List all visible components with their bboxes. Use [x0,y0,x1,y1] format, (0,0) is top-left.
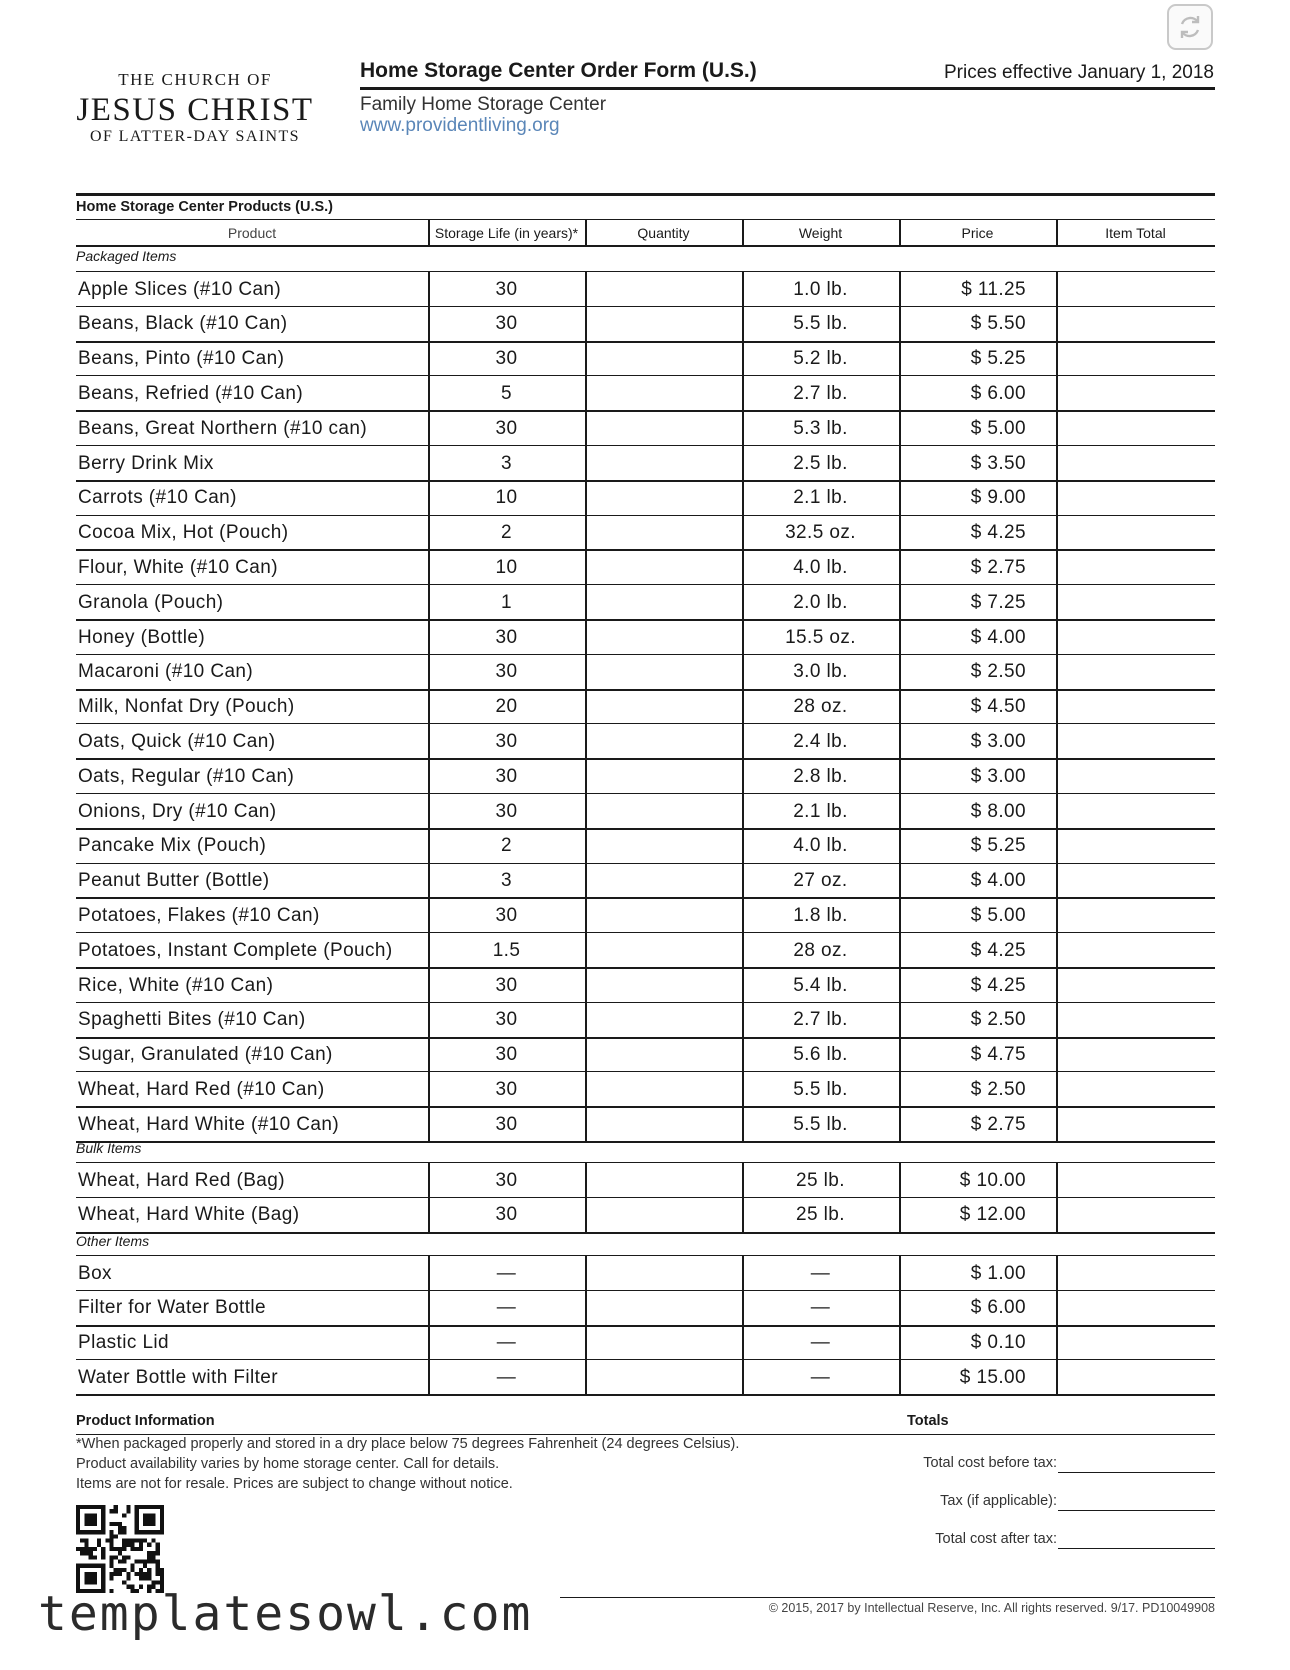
item-total-field[interactable] [1056,1326,1215,1361]
column-divider [899,220,901,245]
price: $ 6.00 [970,382,1026,404]
table-row [76,794,1215,829]
column-divider [585,271,587,1142]
total-after-tax-label: Total cost after tax: [935,1531,1057,1547]
weight: 3.0 lb. [793,661,848,683]
column-divider [1056,271,1058,1142]
price: $ 9.00 [970,487,1026,509]
copyright: © 2015, 2017 by Intellectual Reserve, Inc. All rights reserved. 9/17. PD10049908 [768,1601,1215,1615]
column-header: Storage Life (in years)* [434,224,579,241]
price: $ 3.00 [970,765,1026,787]
item-total-field[interactable] [1056,342,1215,377]
table-row [76,585,1215,620]
product-info-title: Product Information [76,1413,215,1429]
weight: 15.5 oz. [785,626,856,648]
column-header: Product [227,224,277,241]
weight: 4.0 lb. [793,556,848,578]
column-divider [1056,1162,1058,1233]
storage-life: 30 [495,730,518,752]
weight: 5.6 lb. [793,1044,848,1066]
storage-life: 20 [495,696,518,718]
item-total-field[interactable] [1056,550,1215,585]
item-total-field[interactable] [1056,446,1215,481]
footnote: *When packaged properly and stored in a dry place below 75 degrees Fahrenheit (24 degrees Celsius). [76,1436,740,1452]
weight: 27 oz. [793,870,848,892]
table-row [76,1038,1215,1073]
table-row [76,864,1215,899]
quantity-input[interactable] [585,585,742,620]
table-row [76,272,1215,307]
storage-life: 30 [495,417,518,439]
table-row [76,1163,1215,1198]
form-title: Home Storage Center Order Form (U.S.) [360,59,757,82]
table-row [76,933,1215,968]
weight: 2.7 lb. [793,1009,848,1031]
item-total-field[interactable] [1056,724,1215,759]
weight: 25 lb. [796,1204,845,1226]
product-name: Wheat, Hard Red (Bag) [78,1169,285,1191]
product-name: Potatoes, Flakes (#10 Can) [78,904,320,926]
storage-life: 10 [495,487,518,509]
item-total-field[interactable] [1056,1003,1215,1038]
quantity-input[interactable] [585,1360,742,1395]
table-row [76,1256,1215,1291]
weight: 5.5 lb. [793,1078,848,1100]
item-total-field[interactable] [1056,620,1215,655]
price: $ 4.25 [970,939,1026,961]
product-name: Peanut Butter (Bottle) [78,870,270,892]
quantity-input[interactable] [585,307,742,342]
quantity-input[interactable] [585,1256,742,1291]
product-name: Beans, Refried (#10 Can) [78,382,304,404]
item-total-field[interactable] [1056,1360,1215,1395]
product-name: Cocoa Mix, Hot (Pouch) [78,522,289,544]
price: $ 3.00 [970,730,1026,752]
price: $ 8.00 [970,800,1026,822]
table-row [76,1107,1215,1142]
storage-life: — [496,1262,517,1284]
column-divider [742,1162,744,1233]
table-row [76,411,1215,446]
price: $ 4.00 [970,870,1026,892]
item-total-field[interactable] [1056,864,1215,899]
weight: 2.1 lb. [793,487,848,509]
quantity-input[interactable] [585,1326,742,1361]
product-name: Spaghetti Bites (#10 Can) [78,1009,306,1031]
column-divider [428,220,430,245]
column-divider [742,220,744,245]
storage-life: 3 [501,452,512,474]
price: $ 11.25 [961,278,1026,300]
price: $ 5.00 [970,417,1026,439]
qr-code [76,1505,164,1593]
quantity-input[interactable] [585,272,742,307]
price: $ 4.25 [970,522,1026,544]
product-name: Water Bottle with Filter [78,1366,278,1388]
storage-life: 2 [501,522,512,544]
column-divider [428,271,430,1142]
item-total-field[interactable] [1056,759,1215,794]
price: $ 4.50 [970,696,1026,718]
weight: 1.8 lb. [793,904,848,926]
quantity-input[interactable] [585,829,742,864]
table-row [76,655,1215,690]
item-total-field[interactable] [1056,1198,1215,1233]
total-after-tax-field[interactable] [1058,1548,1215,1549]
table-top-rule [76,193,1215,196]
price: $ 2.75 [970,1113,1026,1135]
tax-field[interactable] [1058,1510,1215,1511]
product-name: Carrots (#10 Can) [78,487,237,509]
product-name: Oats, Quick (#10 Can) [78,730,276,752]
quantity-input[interactable] [585,724,742,759]
table-row [76,1326,1215,1361]
column-divider [899,271,901,1142]
price: $ 5.25 [970,348,1026,370]
refresh-icon [1175,12,1205,42]
weight: 2.8 lb. [793,765,848,787]
item-total-field[interactable] [1056,794,1215,829]
product-name: Wheat, Hard White (Bag) [78,1204,300,1226]
column-divider [428,1162,430,1233]
storage-life: — [496,1297,517,1319]
column-header: Weight [798,224,843,241]
quantity-input[interactable] [585,1038,742,1073]
item-total-field[interactable] [1056,690,1215,725]
product-name: Milk, Nonfat Dry (Pouch) [78,696,295,718]
product-name: Beans, Pinto (#10 Can) [78,348,285,370]
table-row [76,376,1215,411]
price: $ 4.75 [970,1044,1026,1066]
quantity-input[interactable] [585,550,742,585]
price: $ 2.50 [970,1009,1026,1031]
weight: 5.2 lb. [793,348,848,370]
product-name: Granola (Pouch) [78,591,224,613]
quantity-input[interactable] [585,1107,742,1142]
item-total-field[interactable] [1056,376,1215,411]
weight: — [810,1297,831,1319]
church-logo [60,70,330,146]
quantity-input[interactable] [585,1163,742,1198]
weight: — [810,1332,831,1354]
price: $ 1.00 [970,1262,1026,1284]
column-divider [899,1255,901,1395]
price: $ 5.00 [970,904,1026,926]
quantity-input[interactable] [585,759,742,794]
price: $ 2.50 [970,1078,1026,1100]
table-row [76,898,1215,933]
quantity-input[interactable] [585,1003,742,1038]
quantity-input[interactable] [585,481,742,516]
storage-life: 30 [495,1078,518,1100]
product-name: Potatoes, Instant Complete (Pouch) [78,939,393,961]
price: $ 4.00 [970,626,1026,648]
price: $ 5.25 [970,835,1026,857]
item-total-field[interactable] [1056,1163,1215,1198]
item-total-field[interactable] [1056,898,1215,933]
weight: 2.7 lb. [793,382,848,404]
product-name: Berry Drink Mix [78,452,214,474]
column-divider [742,271,744,1142]
item-total-field[interactable] [1056,655,1215,690]
prices-effective: Prices effective January 1, 2018 [943,62,1214,83]
column-divider [585,1162,587,1233]
quantity-input[interactable] [585,1072,742,1107]
weight: 1.0 lb. [793,278,848,300]
product-name: Macaroni (#10 Can) [78,661,254,683]
item-total-field[interactable] [1056,933,1215,968]
quantity-input[interactable] [585,1198,742,1233]
item-total-field[interactable] [1056,1256,1215,1291]
storage-life: 10 [495,556,518,578]
product-name: Box [78,1262,112,1284]
table-row [76,342,1215,377]
weight: — [810,1366,831,1388]
quantity-input[interactable] [585,516,742,551]
weight: 32.5 oz. [785,522,856,544]
row-divider [76,1141,1215,1143]
weight: 5.4 lb. [793,974,848,996]
weight: 28 oz. [793,696,848,718]
storage-life: — [496,1332,517,1354]
item-total-field[interactable] [1056,1291,1215,1326]
refresh-button[interactable] [1167,4,1213,50]
watermark: templatesowl.com [38,1586,533,1642]
table-row [76,759,1215,794]
quantity-input[interactable] [585,411,742,446]
item-total-field[interactable] [1056,829,1215,864]
table-row [76,481,1215,516]
table-row [76,1003,1215,1038]
storage-life: 30 [495,278,518,300]
storage-life: 30 [495,1169,518,1191]
group-label: Bulk Items [76,1140,142,1156]
table-row [76,1291,1215,1326]
group-label: Packaged Items [76,248,177,264]
price: $ 2.75 [970,556,1026,578]
logo-line-2: JESUS CHRIST [76,92,314,128]
section-title: Home Storage Center Products (U.S.) [76,199,334,215]
price: $ 4.25 [970,974,1026,996]
weight: 4.0 lb. [793,835,848,857]
quantity-input[interactable] [585,690,742,725]
footnote: Product availability varies by home storage center. Call for details. [76,1456,500,1472]
column-header: Item Total [1105,224,1166,241]
weight: 2.4 lb. [793,730,848,752]
storage-life: 1 [501,591,512,613]
quantity-input[interactable] [585,376,742,411]
column-divider [585,1255,587,1395]
table-row [76,550,1215,585]
column-divider [899,1162,901,1233]
product-name: Flour, White (#10 Can) [78,556,278,578]
footer-rule [76,1434,1215,1435]
table-row [76,690,1215,725]
column-divider [585,220,587,245]
item-total-field[interactable] [1056,516,1215,551]
table-row [76,829,1215,864]
item-total-field[interactable] [1056,481,1215,516]
quantity-input[interactable] [585,864,742,899]
column-divider [742,1255,744,1395]
product-name: Pancake Mix (Pouch) [78,835,267,857]
weight: 5.3 lb. [793,417,848,439]
quantity-input[interactable] [585,655,742,690]
logo-line-3: OF LATTER-DAY SAINTS [90,128,300,145]
product-name: Wheat, Hard Red (#10 Can) [78,1078,325,1100]
storage-life: 30 [495,1204,518,1226]
storage-life: 30 [495,800,518,822]
table-row [76,307,1215,342]
total-before-tax-label: Total cost before tax: [923,1455,1057,1471]
item-total-field[interactable] [1056,585,1215,620]
quantity-input[interactable] [585,933,742,968]
weight: 5.5 lb. [793,313,848,335]
quantity-input[interactable] [585,342,742,377]
product-name: Beans, Black (#10 Can) [78,313,288,335]
header-rule [360,87,1215,90]
table-row [76,1072,1215,1107]
product-name: Plastic Lid [78,1332,169,1354]
quantity-input[interactable] [585,968,742,1003]
weight: 28 oz. [793,939,848,961]
storage-life: 30 [495,1113,518,1135]
product-name: Onions, Dry (#10 Can) [78,800,277,822]
storage-life: 2 [501,835,512,857]
product-name: Beans, Great Northern (#10 can) [78,417,368,439]
product-name: Wheat, Hard White (#10 Can) [78,1113,340,1135]
column-divider [428,1255,430,1395]
product-name: Oats, Regular (#10 Can) [78,765,295,787]
website-link[interactable]: www.providentliving.org [360,115,560,136]
product-name: Sugar, Granulated (#10 Can) [78,1044,333,1066]
column-header: Price [961,224,994,241]
storage-life: 5 [501,382,512,404]
weight: 2.0 lb. [793,591,848,613]
item-total-field[interactable] [1056,272,1215,307]
quantity-input[interactable] [585,898,742,933]
storage-life: 30 [495,765,518,787]
weight: 2.1 lb. [793,800,848,822]
item-total-field[interactable] [1056,1107,1215,1142]
totals-title: Totals [907,1413,949,1429]
weight: 5.5 lb. [793,1113,848,1135]
header-bottom-line [76,245,1215,247]
item-total-field[interactable] [1056,411,1215,446]
price: $ 15.00 [959,1366,1026,1388]
price: $ 0.10 [970,1332,1026,1354]
quantity-input[interactable] [585,446,742,481]
table-row [76,516,1215,551]
price: $ 5.50 [970,313,1026,335]
quantity-input[interactable] [585,1291,742,1326]
storage-life: 30 [495,1009,518,1031]
storage-life: 30 [495,974,518,996]
row-divider [76,1232,1215,1234]
price: $ 10.00 [959,1169,1026,1191]
item-total-field[interactable] [1056,307,1215,342]
row-divider [76,1394,1215,1396]
column-divider [1056,1255,1058,1395]
price: $ 2.50 [970,661,1026,683]
item-total-field[interactable] [1056,1072,1215,1107]
table-row [76,1360,1215,1395]
quantity-input[interactable] [585,620,742,655]
price: $ 6.00 [970,1297,1026,1319]
weight: — [810,1262,831,1284]
table-row [76,724,1215,759]
storage-life: 30 [495,661,518,683]
table-row [76,1198,1215,1233]
storage-life: 1.5 [492,939,521,961]
weight: 2.5 lb. [793,452,848,474]
price: $ 3.50 [970,452,1026,474]
column-header: Quantity [637,224,690,241]
storage-life: 30 [495,1044,518,1066]
group-label: Other Items [76,1233,150,1249]
product-name: Filter for Water Bottle [78,1297,266,1319]
table-row [76,620,1215,655]
storage-life: 30 [495,348,518,370]
footnote: Items are not for resale. Prices are subject to change without notice. [76,1476,513,1492]
price: $ 7.25 [970,591,1026,613]
storage-life: 3 [501,870,512,892]
item-total-field[interactable] [1056,1038,1215,1073]
form-subtitle: Family Home Storage Center [360,94,607,115]
storage-life: 30 [495,904,518,926]
bottom-rule [560,1597,1215,1598]
product-name: Honey (Bottle) [78,626,206,648]
table-row [76,968,1215,1003]
price: $ 12.00 [959,1204,1026,1226]
total-before-tax-field[interactable] [1058,1472,1215,1473]
product-name: Apple Slices (#10 Can) [78,278,282,300]
storage-life: — [496,1366,517,1388]
column-divider [1056,220,1058,245]
table-row [76,446,1215,481]
storage-life: 30 [495,313,518,335]
weight: 25 lb. [796,1169,845,1191]
storage-life: 30 [495,626,518,648]
logo-line-1: THE CHURCH OF [118,70,272,89]
product-name: Rice, White (#10 Can) [78,974,274,996]
quantity-input[interactable] [585,794,742,829]
tax-label: Tax (if applicable): [940,1493,1057,1509]
item-total-field[interactable] [1056,968,1215,1003]
